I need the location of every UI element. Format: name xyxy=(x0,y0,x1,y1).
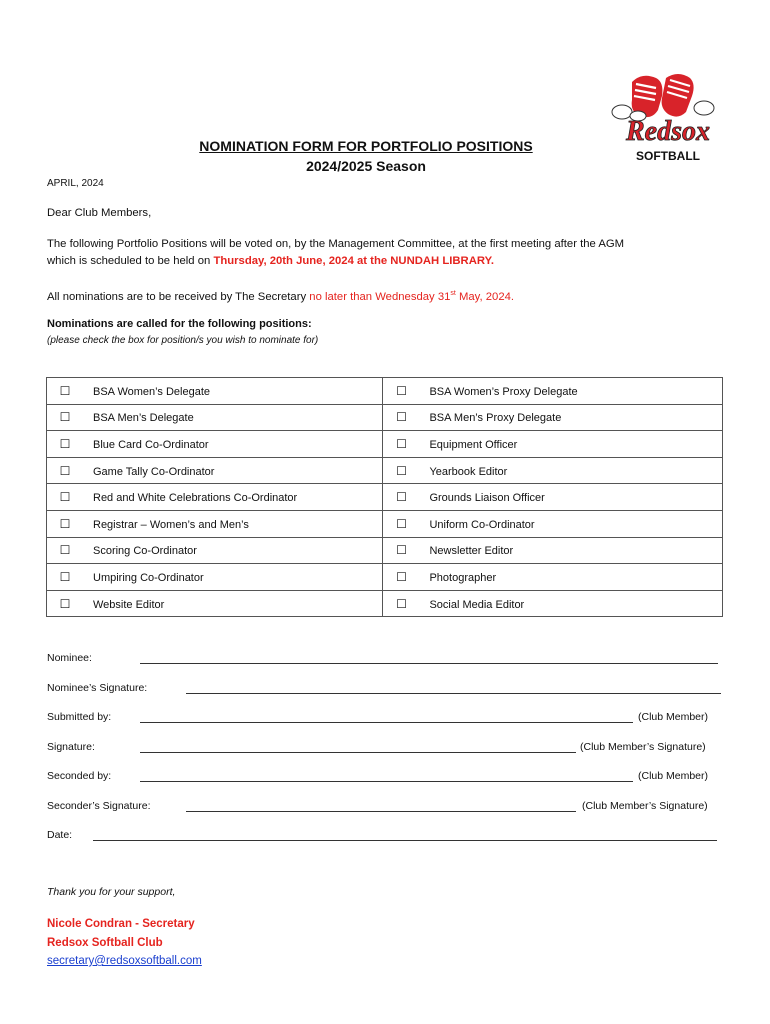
positions-table xyxy=(46,377,723,617)
seconded-by-label: Seconded by: xyxy=(47,770,112,782)
paragraph-agm xyxy=(47,236,737,270)
position-checkbox[interactable]: ☐ xyxy=(59,383,71,398)
submitted-by-label: Submitted by: xyxy=(47,711,112,723)
position-label: Blue Card Co-Ordinator xyxy=(93,438,209,451)
season-title: 2024/2025 Season xyxy=(306,158,426,174)
position-label: Umpiring Co-Ordinator xyxy=(93,571,204,584)
signature-label: Signature: xyxy=(47,741,95,753)
position-label: Equipment Officer xyxy=(429,438,518,451)
position-label: Social Media Editor xyxy=(429,598,525,611)
position-row xyxy=(47,378,723,405)
nominee-field[interactable] xyxy=(140,663,718,664)
position-cell-left xyxy=(47,457,383,484)
position-label: Photographer xyxy=(429,571,497,584)
position-checkbox[interactable]: ☐ xyxy=(59,463,71,478)
nominee-signature-field[interactable] xyxy=(186,693,721,694)
secretary-email-link[interactable]: secretary@redsoxsoftball.com xyxy=(47,955,202,967)
position-label: Website Editor xyxy=(93,598,165,611)
deadline-date-end: May, 2024. xyxy=(455,290,515,303)
position-label: Uniform Co-Ordinator xyxy=(429,518,535,531)
position-cell-right xyxy=(383,510,723,537)
position-row xyxy=(47,431,723,458)
paragraph-deadline xyxy=(47,285,514,306)
paragraph-agm-text: which is scheduled to be held on xyxy=(47,255,214,267)
position-cell-left xyxy=(47,484,383,511)
position-cell-left xyxy=(47,404,383,431)
position-label: Yearbook Editor xyxy=(429,465,508,478)
position-cell-left xyxy=(47,564,383,591)
position-checkbox[interactable]: ☐ xyxy=(396,516,407,531)
position-row xyxy=(47,590,723,617)
position-cell-right xyxy=(383,484,723,511)
position-label: BSA Men’s Delegate xyxy=(93,412,194,425)
position-checkbox[interactable]: ☐ xyxy=(396,436,407,451)
position-checkbox[interactable]: ☐ xyxy=(396,569,407,584)
nominee-label: Nominee: xyxy=(47,652,92,664)
greeting: Dear Club Members, xyxy=(47,207,152,219)
position-label: Grounds Liaison Officer xyxy=(429,492,545,505)
position-label: Newsletter Editor xyxy=(429,545,514,558)
position-row xyxy=(47,564,723,591)
position-label: Game Tally Co-Ordinator xyxy=(93,465,215,478)
position-row xyxy=(47,457,723,484)
position-checkbox[interactable]: ☐ xyxy=(59,490,71,505)
form-title: NOMINATION FORM FOR PORTFOLIO POSITIONS xyxy=(199,138,533,154)
nominee-signature-label: Nominee’s Signature: xyxy=(47,682,148,694)
position-row xyxy=(47,510,723,537)
position-row xyxy=(47,484,723,511)
position-checkbox[interactable]: ☐ xyxy=(59,569,71,584)
date-label: Date: xyxy=(47,829,73,841)
date-field[interactable] xyxy=(93,840,717,841)
position-checkbox[interactable]: ☐ xyxy=(396,596,407,611)
position-cell-right xyxy=(383,404,723,431)
club-name: Redsox Softball Club xyxy=(47,937,163,949)
position-label: BSA Women’s Proxy Delegate xyxy=(429,385,578,398)
position-cell-right xyxy=(383,378,723,405)
position-cell-right xyxy=(383,537,723,564)
position-checkbox[interactable]: ☐ xyxy=(59,543,71,558)
submitted-by-field[interactable] xyxy=(140,722,633,723)
position-checkbox[interactable]: ☐ xyxy=(59,410,71,425)
position-cell-right xyxy=(383,564,723,591)
logo-subtext: SOFTBALL xyxy=(636,149,700,163)
socks-icon xyxy=(612,74,714,121)
positions-instructions: (please check the box for position/s you wish to nominate for) xyxy=(47,335,319,346)
position-checkbox[interactable]: ☐ xyxy=(59,516,71,531)
signature-suffix: (Club Member’s Signature) xyxy=(580,741,706,753)
position-cell-left xyxy=(47,378,383,405)
position-label: BSA Women’s Delegate xyxy=(93,385,210,398)
position-cell-left xyxy=(47,537,383,564)
position-checkbox[interactable]: ☐ xyxy=(396,543,407,558)
thanks-note: Thank you for your support, xyxy=(47,886,176,898)
logo-text: Redsox xyxy=(626,116,710,147)
position-checkbox[interactable]: ☐ xyxy=(396,463,407,478)
deadline-highlight xyxy=(309,291,514,303)
letter-date: APRIL, 2024 xyxy=(47,178,104,189)
positions-heading: Nominations are called for the following positions: xyxy=(47,318,312,330)
seconder-signature-field[interactable] xyxy=(186,811,576,812)
deadline-date-suffix: st xyxy=(450,290,456,297)
seconded-by-suffix: (Club Member) xyxy=(638,770,709,782)
deadline-date: no later than Wednesday 31 xyxy=(309,290,451,303)
seconder-signature-suffix: (Club Member’s Signature) xyxy=(582,800,708,812)
position-cell-left xyxy=(47,431,383,458)
seconder-signature-label: Seconder’s Signature: xyxy=(47,800,151,812)
position-checkbox[interactable]: ☐ xyxy=(59,596,71,611)
position-checkbox[interactable]: ☐ xyxy=(59,436,71,451)
position-label: BSA Men’s Proxy Delegate xyxy=(429,412,562,425)
position-cell-right xyxy=(383,431,723,458)
deadline-text: All nominations are to be received by The Secretary xyxy=(47,290,310,303)
position-label: Red and White Celebrations Co-Ordinator xyxy=(93,492,298,505)
position-checkbox[interactable]: ☐ xyxy=(396,490,407,505)
signature-field[interactable] xyxy=(140,752,576,753)
position-checkbox[interactable]: ☐ xyxy=(396,383,407,398)
position-cell-right xyxy=(383,457,723,484)
position-cell-right xyxy=(383,590,723,617)
secretary-name: Nicole Condran - Secretary xyxy=(47,918,195,930)
submitted-by-suffix: (Club Member) xyxy=(638,711,709,723)
position-row xyxy=(47,404,723,431)
position-cell-left xyxy=(47,590,383,617)
position-cell-left xyxy=(47,510,383,537)
agm-date-highlight: Thursday, 20th June, 2024 at the NUNDAH LIBRARY. xyxy=(213,255,495,267)
position-label: Registrar – Women’s and Men’s xyxy=(93,518,249,531)
paragraph-agm-line1: The following Portfolio Positions will be voted on, by the Management Committee, at the first meeting after the AGM xyxy=(47,238,625,250)
seconded-by-field[interactable] xyxy=(140,781,633,782)
position-checkbox[interactable]: ☐ xyxy=(396,410,407,425)
paragraph-agm-line2 xyxy=(47,253,737,270)
position-label: Scoring Co-Ordinator xyxy=(93,545,197,558)
position-row xyxy=(47,537,723,564)
